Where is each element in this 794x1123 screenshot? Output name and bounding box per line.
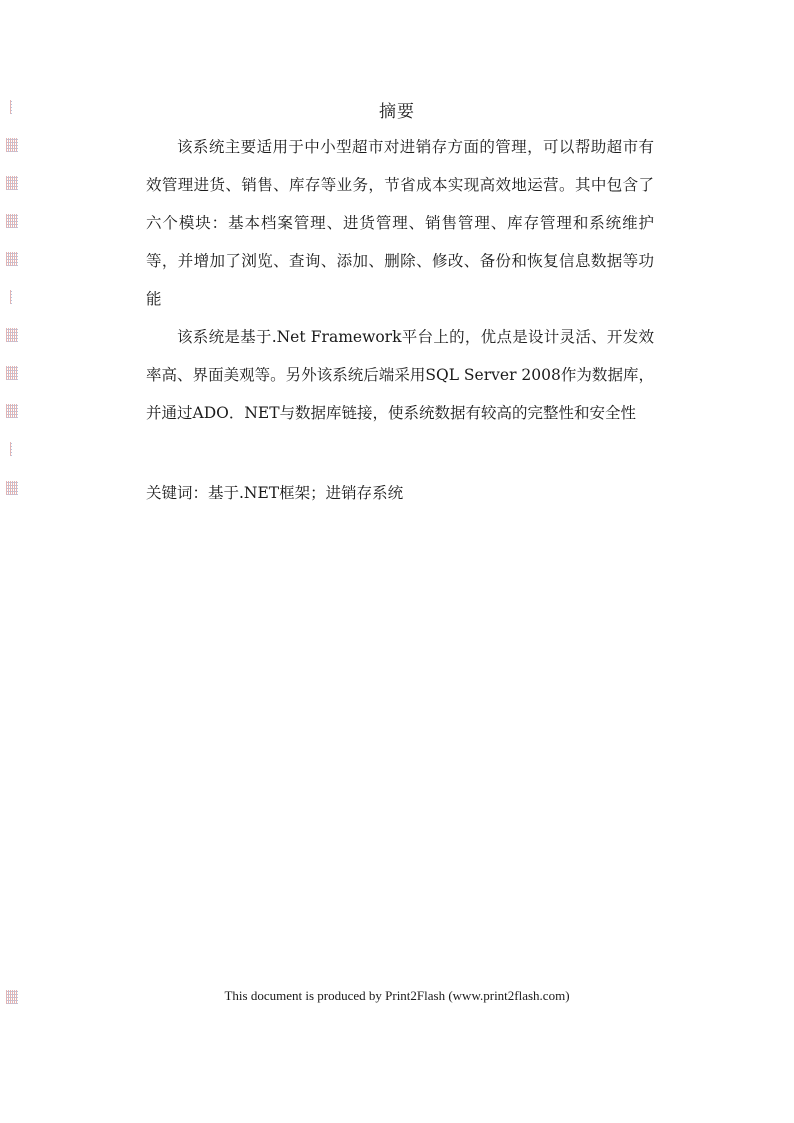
margin-scan-artifact <box>6 481 18 495</box>
keywords-line: 关键词：基于.NET框架；进销存系统 <box>146 484 404 502</box>
margin-scan-artifact <box>6 366 18 380</box>
margin-scan-artifact <box>10 442 12 456</box>
margin-scan-artifact <box>6 214 18 228</box>
abstract-paragraph-2 <box>146 318 654 432</box>
margin-scan-artifact <box>6 404 18 418</box>
paragraph-text: 该系统是基于.Net Framework平台上的，优点是设计灵活、开发效率高、界面美观等。另外该系统后端采用SQL Server 2008作为数据库，并通过ADO．NET与数据库链接，使系统数据有较高的完整性和安全性 <box>146 328 654 422</box>
abstract-paragraph-1 <box>146 128 654 318</box>
footer-note: This document is produced by Print2Flash (www.print2flash.com) <box>224 988 570 1003</box>
margin-scan-artifact <box>6 328 18 342</box>
margin-scan-artifact <box>6 138 18 152</box>
margin-scan-artifact <box>6 176 18 190</box>
margin-scan-artifact <box>6 252 18 266</box>
margin-scan-artifact <box>10 290 12 304</box>
page-title: 摘要 <box>379 102 415 122</box>
paragraph-text: 该系统主要适用于中小型超市对进销存方面的管理，可以帮助超市有效管理进货、销售、库存等业务，节省成本实现高效地运营。其中包含了六个模块：基本档案管理、进货管理、销售管理、库存管理和系统维护等，并增加了浏览、查询、添加、删除、修改、备份和恢复信息数据等功能 <box>146 138 654 308</box>
